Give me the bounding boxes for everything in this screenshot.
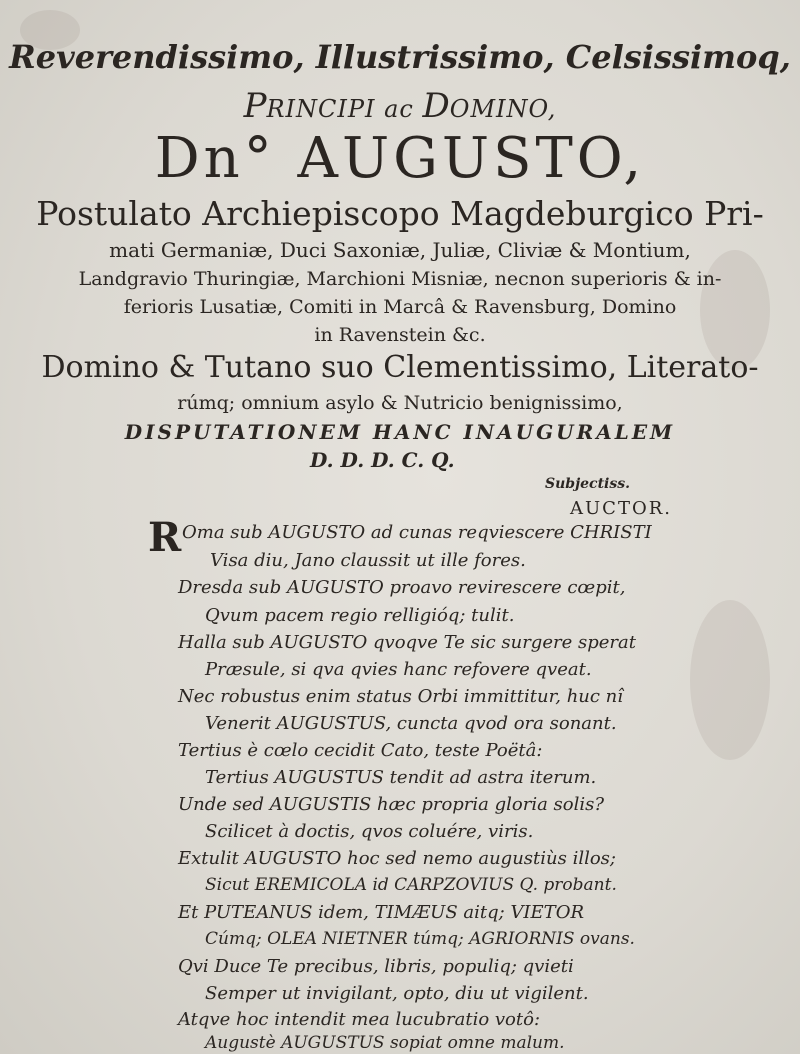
dedication-line-12: D. D. D. C. Q. [310, 448, 455, 472]
poem-line-19: Atqve hoc intendit mea lucubratio votô: [178, 1009, 541, 1030]
dedication-line-1: Reverendissimo, Illustrissimo, Celsissimoq, [9, 38, 791, 76]
poem-line-7: Nec robustus enim status Orbi immittitur, huc nî [178, 686, 624, 707]
dedication-line-4: Postulato Archiepiscopo Magdeburgico Pri- [36, 194, 764, 233]
dedication-line-11: DISPUTATIONEM HANC INAUGURALEM [124, 420, 676, 444]
poem-line-14: Sicut EREMICOLA id CARPZOVIUS Q. probant. [205, 875, 617, 895]
dedication-line-13: Subjectiss. [545, 476, 630, 492]
poem-line-16: Cúmq; OLEA NIETNER túmq; AGRIORNIS ovans. [205, 929, 635, 949]
poem-line-9: Tertius è cœlo cecidit Cato, teste Poëtâ: [178, 740, 543, 761]
poem-dropcap: R [148, 514, 182, 561]
dedication-line-8: in Ravenstein &c. [314, 324, 486, 346]
line2-initial-p: P [243, 86, 267, 126]
dedication-line-10: rúmq; omnium asylo & Nutricio benignissimo, [177, 392, 623, 414]
poem-line-2: Visa diu, Jano claussit ut ille fores. [210, 550, 526, 571]
line2-rest-a: RINCIPI ac [266, 95, 423, 123]
poem-line-11: Unde sed AUGUSTIS hæc propria gloria solis? [178, 794, 605, 815]
dedication-line-5: mati Germaniæ, Duci Saxoniæ, Juliæ, Cliviæ & Montium, [109, 238, 691, 262]
dedication-line-3: Dn° AUGUSTO, [154, 126, 646, 191]
dedication-line-14: AUCTOR. [570, 498, 672, 519]
poem-line-6: Præsule, si qva qvies hanc refovere qveat. [205, 659, 592, 680]
poem-line-18: Semper ut invigilant, opto, diu ut vigilent. [205, 983, 589, 1004]
dedication-line-7: ferioris Lusatiæ, Comiti in Marcâ & Ravensburg, Domino [123, 296, 677, 318]
poem-line-10: Tertius AUGUSTUS tendit ad astra iterum. [205, 767, 597, 788]
poem-line-1: Oma sub AUGUSTO ad cunas reqviescere CHRISTI [182, 522, 652, 543]
line2-initial-d: D [422, 86, 450, 126]
dedication-line-9: Domino & Tutano suo Clementissimo, Literato- [41, 350, 759, 385]
poem-line-8: Venerit AUGUSTUS, cuncta qvod ora sonant. [205, 713, 617, 734]
poem-line-13: Extulit AUGUSTO hoc sed nemo augustiùs illos; [178, 848, 616, 869]
poem-line-12: Scilicet à doctis, qvos coluére, viris. [205, 821, 534, 842]
poem-line-4: Qvum pacem regio relligióq; tulit. [205, 605, 515, 626]
dedication-line-6: Landgravio Thuringiæ, Marchioni Misniæ, necnon superioris & in- [78, 268, 722, 290]
poem-line-15: Et PUTEANUS idem, TIMÆUS aitq; VIETOR [178, 902, 585, 923]
poem-line-3: Dresda sub AUGUSTO proavo revirescere cœpit, [178, 577, 626, 598]
line2-rest-b: OMINO, [449, 95, 557, 123]
poem-line-5: Halla sub AUGUSTO qvoqve Te sic surgere sperat [178, 632, 636, 653]
poem-line-17: Qvi Duce Te precibus, libris, populiq; qvieti [178, 956, 574, 977]
poem-line-20: Augustè AUGUSTUS sopiat omne malum. [205, 1033, 565, 1053]
